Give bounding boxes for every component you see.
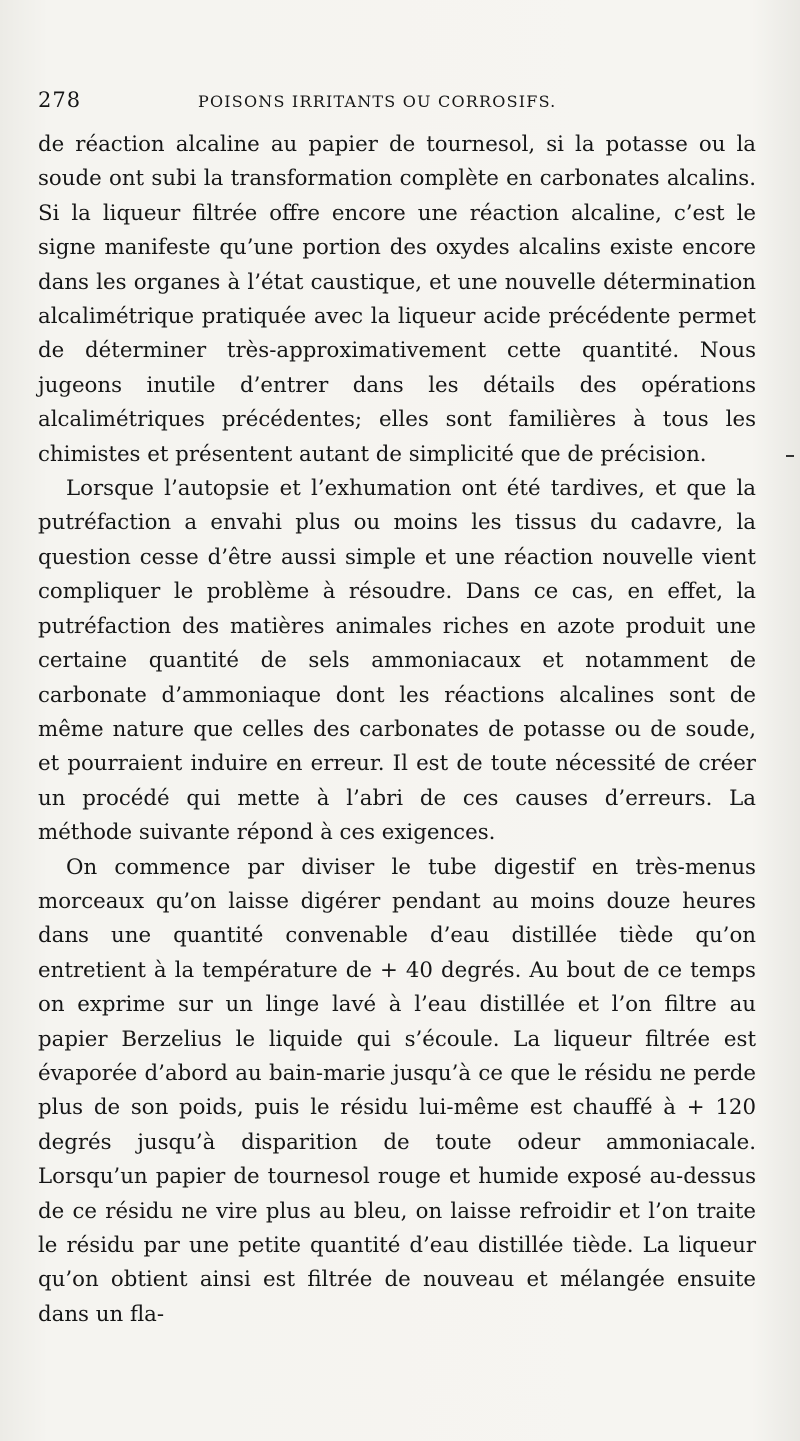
paragraph: On commence par diviser le tube digestif en très-menus morceaux qu’on laisse digérer pendant au moins douze heures dans une quantité convenable d’eau distillée tiède qu’on entretient à la température de + 40 degrés. Au bout de ce temps on exprime sur un linge lavé à l’eau distillée et l’on filtre au papier Berzelius le liquide qui s’écoule. La liqueur filtrée est évaporée d’abord au bain-marie jusqu’à ce que le résidu ne perde plus de son poids, puis le résidu lui-même est chauffé à + 120 degrés jusqu’à disparition de toute odeur ammoniacale. Lorsqu’un papier de tournesol rouge et humide exposé au-dessus de ce résidu ne vire plus au bleu, on laisse refroidir et l’on traite le résidu par une petite quantité d’eau distillée tiède. La liqueur qu’on obtient ainsi est filtrée de nouveau et mélangée ensuite dans un fla- bbox=[38, 854, 756, 1327]
page-number: 278 bbox=[38, 88, 82, 112]
margin-mark bbox=[786, 455, 794, 457]
body-text bbox=[38, 128, 756, 1332]
page-header bbox=[38, 88, 756, 122]
paragraph: de réaction alcaline au papier de tournesol, si la potasse ou la soude ont subi la transformation complète en carbonates alcalins. Si la liqueur filtrée offre encore une réaction alcaline, c’est le signe manifeste qu’une portion des oxydes alcalins existe encore dans les organes à l’état caustique, et une nouvelle détermination alcalimétrique pratiquée avec la liqueur acide précédente permet de déterminer très-approximativement cette quantité. Nous jugeons inutile d’entrer dans les détails des opérations alcalimétriques précédentes; elles sont familières à tous les chimistes et présentent autant de simplicité que de précision. bbox=[38, 132, 756, 467]
running-head: POISONS IRRITANTS OU CORROSIFS. bbox=[198, 92, 557, 111]
paragraph: Lorsque l’autopsie et l’exhumation ont été tardives, et que la putréfaction a envahi plus ou moins les tissus du cadavre, la question cesse d’être aussi simple et une réaction nouvelle vient compliquer le problème à résoudre. Dans ce cas, en effet, la putréfaction des matières animales riches en azote produit une certaine quantité de sels ammoniacaux et notamment de carbonate d’ammoniaque dont les réactions alcalines sont de même nature que celles des carbonates de potasse ou de soude, et pourraient induire en erreur. Il est de toute nécessité de créer un procédé qui mette à l’abri de ces causes d’erreurs. La méthode suivante répond à ces exigences. bbox=[38, 476, 756, 846]
